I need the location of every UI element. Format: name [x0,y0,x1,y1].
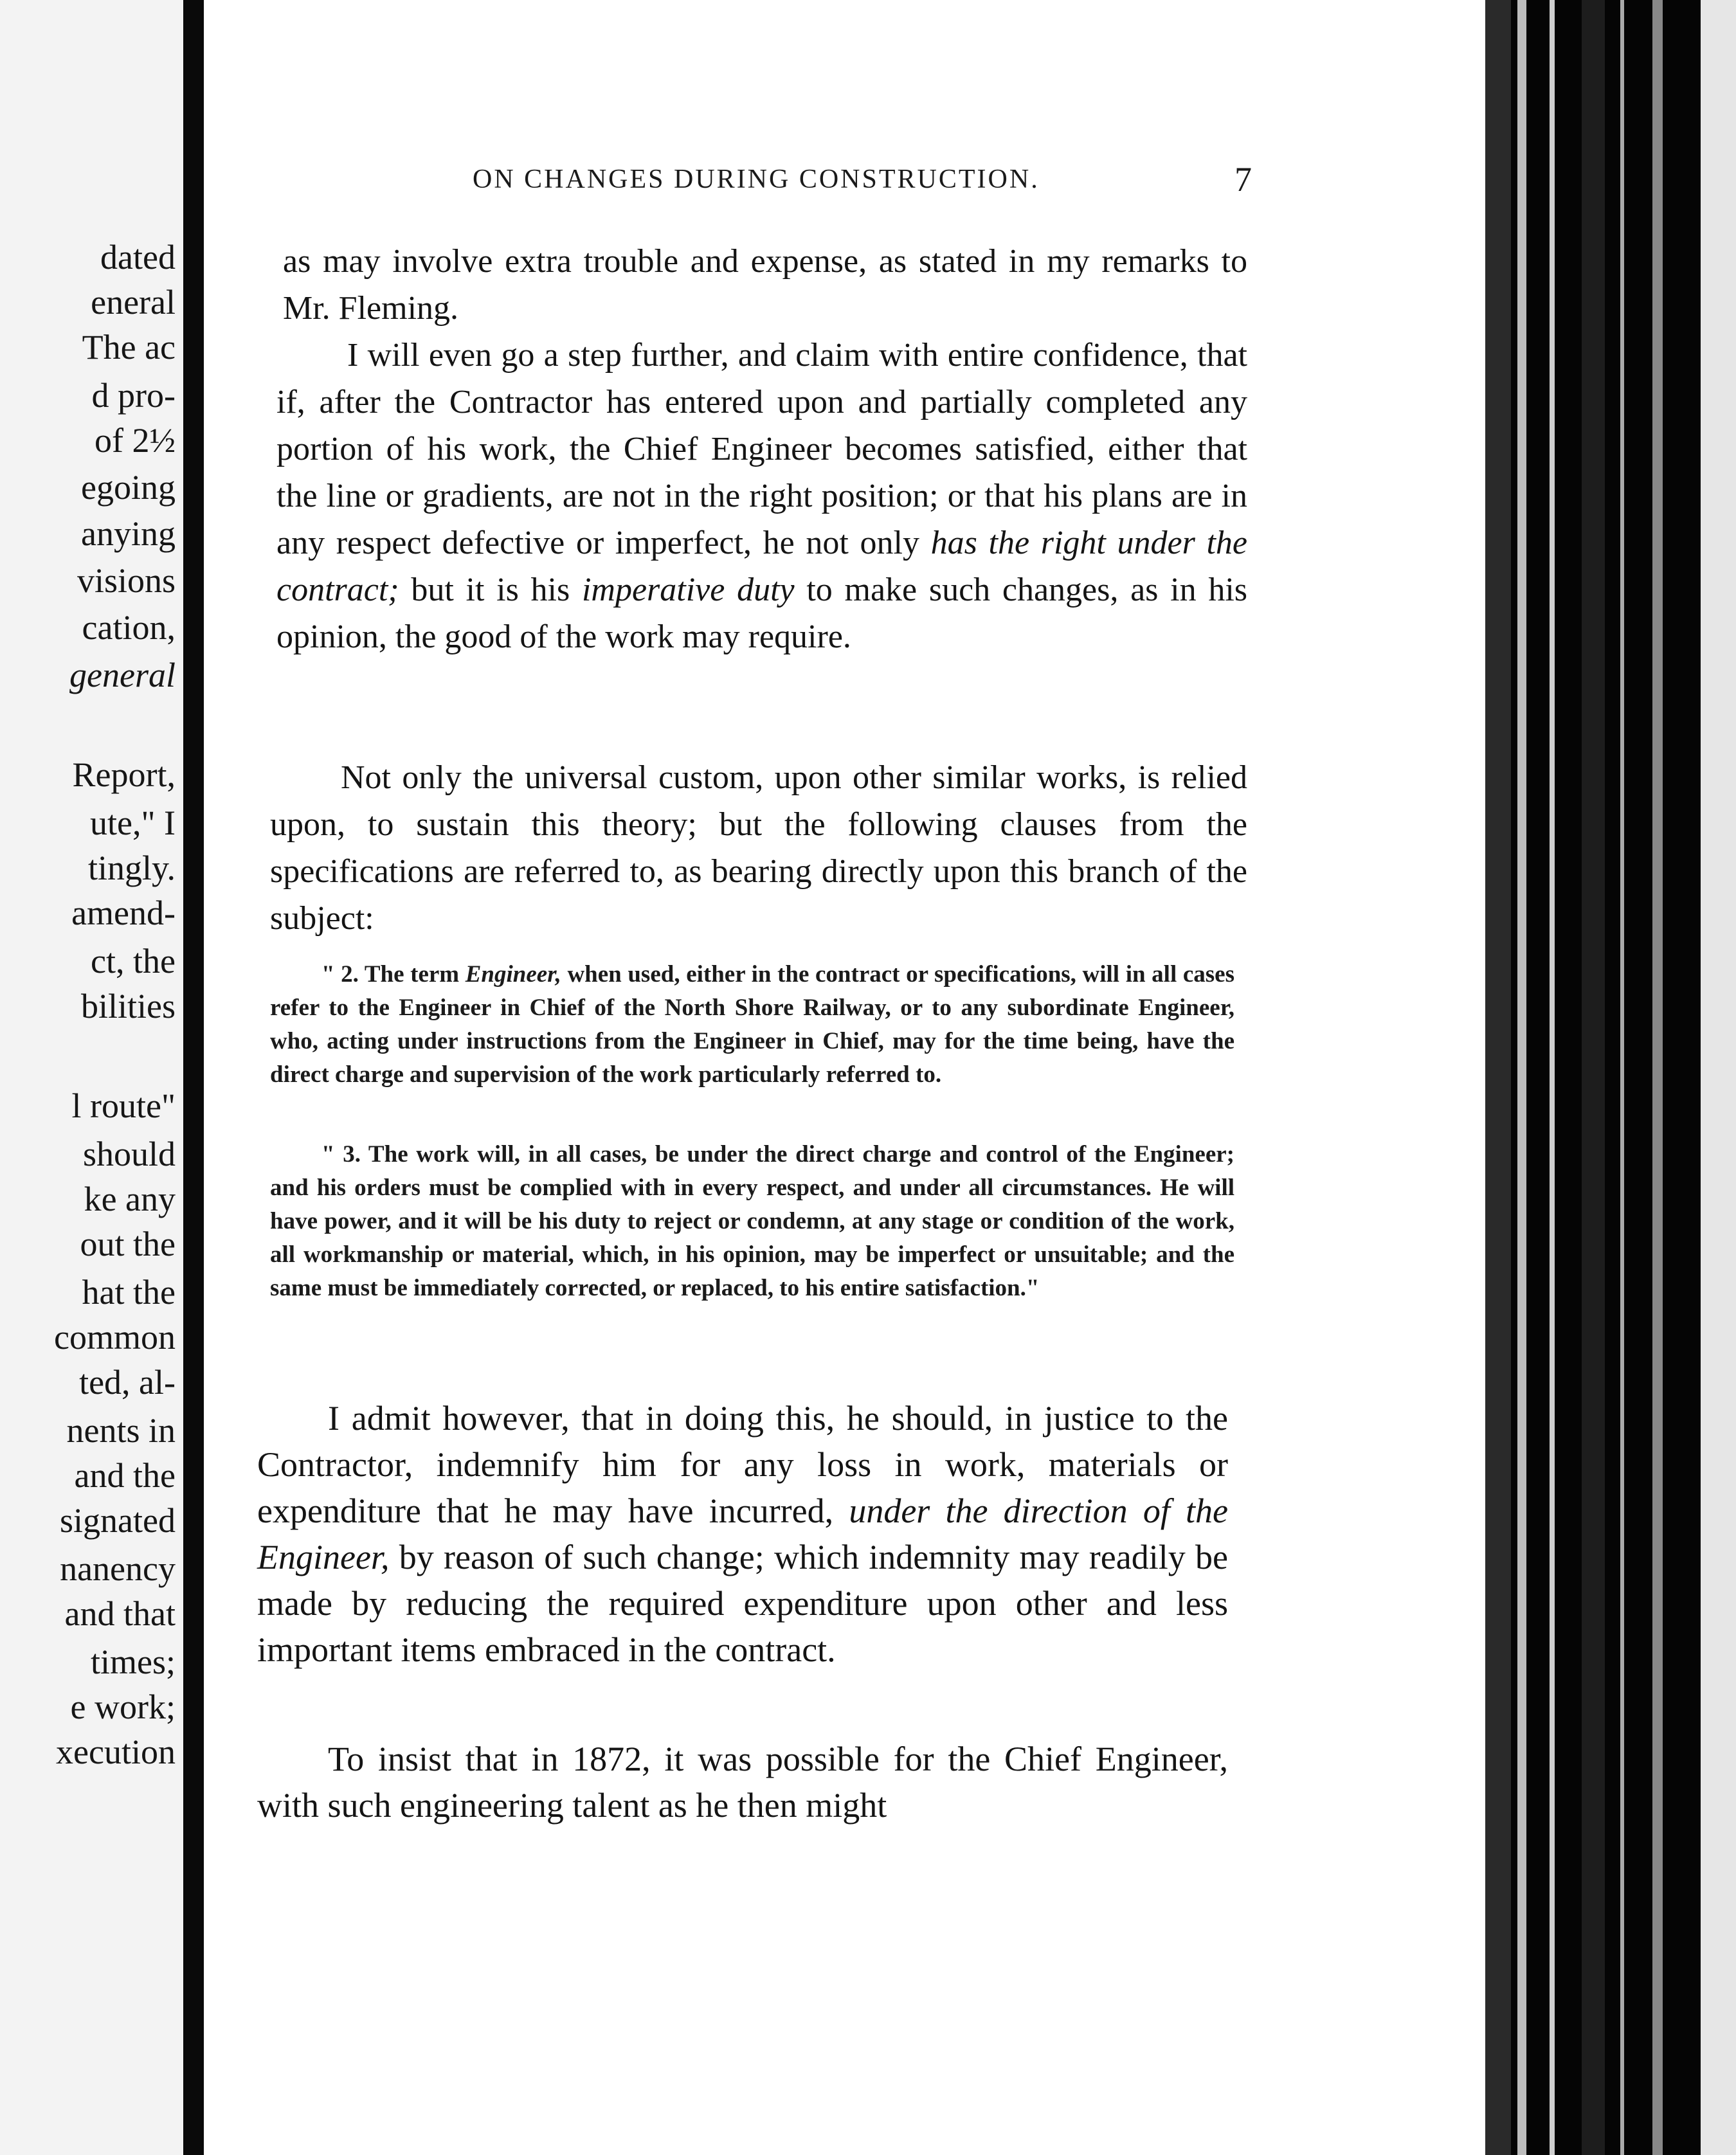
left-page-line: dated [100,238,176,276]
left-page-line: d pro- [91,376,176,415]
paragraph-4-tail: by reason of such change; which indemnity may readily be made by reducing the required expenditure upon other and less important items embraced in the contract. [257,1538,1228,1669]
page-edge [1582,0,1605,2155]
book-gutter [183,0,204,2155]
paragraph-5: To insist that in 1872, it was possible for the Chief Engineer, with such engineering talent as he then might [257,1740,1228,1825]
left-page-line: and the [74,1456,176,1495]
left-page-line: common [54,1318,176,1357]
left-page-line: l route" [71,1087,176,1125]
left-page-line: Report, [72,755,176,794]
paragraph-2-mid: but it is his [399,572,582,608]
quote-clause-2-emphasis: Engineer, [465,961,561,987]
left-page-line: visions [77,561,176,600]
page-edge [1517,0,1526,2155]
left-page-line: nanency [60,1549,176,1588]
paragraph-3: Not only the universal custom, upon other similar works, is relied upon, to sustain this theory; but the following clauses from the specifications are referred to, as bearing directly upon this branch of the subject: [270,759,1247,937]
paragraph-2 [276,332,1247,660]
left-page-line: cation, [82,608,176,647]
page-edge [1620,0,1624,2155]
left-page-line: out the [80,1225,176,1263]
quote-clause-2-tail: when used, either in the contract or specifications, will in all cases refer to the Engineer in Chief of the North Shore Railway, or to any subordinate Engineer, who, acting under instructions from the Engineer in Chief, may for the time being, have the direct charge and supervision of the work particularly referred to. [270,961,1234,1088]
left-page-line: amend- [71,894,176,932]
left-page-line: signated [60,1501,176,1540]
left-page-line: general [69,656,176,694]
left-page-line: should [82,1135,176,1173]
left-page-line: of 2½ [95,421,176,460]
running-header: ON CHANGES DURING CONSTRUCTION. [473,165,1040,194]
paragraph-2-emphasis-2: imperative duty [581,572,795,608]
paragraph-2-lead: I will even go a step further, and claim with entire confidence, that if, after the Contractor has entered upon and partially completed any portion of his work, the Chief Engineer becomes satisfied, either that the line or gradients, are not in the right position; or that his plans are in any respect defective or imperfect, he not only [276,337,1247,561]
left-page-line: ted, al- [79,1363,176,1402]
left-page-line: egoing [81,468,176,507]
left-page-line: e work; [70,1688,176,1726]
left-page-line: anying [81,514,176,553]
page-edge [1485,0,1511,2155]
page-edge [1701,0,1736,2155]
left-page-line: eneral [91,283,176,321]
quote-clause-2 [270,958,1234,1092]
left-page-line: ke any [84,1180,176,1218]
page-edge [1652,0,1663,2155]
paragraph-2-tail: to make such changes, as in his opinion, the good of the work may require. [276,572,1248,655]
left-page-line: ute," I [90,804,176,842]
quote-clause-3: " 3. The work will, in all cases, be under the direct charge and control of the Engineer; and his orders must be complied with in every respect, and under all circumstances. He will have power, and it will be his duty to reject or condemn, at any stage or condition of the work, all workmanship or material, which, in his opinion, may be imperfect or unsuitable; and the same must be immediately corrected, or replaced, to his entire satisfaction." [270,1141,1234,1301]
left-page-line: and that [64,1594,176,1633]
left-page-line: bilities [81,987,176,1025]
paragraph-4-lead: I admit however, that in doing this, he should, in justice to the Contractor, indemnify him for any loss in work, materials or expenditure that he may have incurred, [257,1399,1228,1530]
left-page-line: times; [91,1643,176,1681]
paragraph-4-emphasis: under the direction of the Engineer, [257,1492,1228,1576]
left-page-line: xecution [56,1733,176,1771]
left-page-margin [0,0,183,2155]
left-page-line: tingly. [87,849,176,887]
left-page-line: ct, the [91,942,176,980]
quote-clause-2-lead: " 2. The term [321,961,466,987]
page-edge [1550,0,1555,2155]
paragraph-1: as may involve extra trouble and expense, as stated in my remarks to Mr. Fleming. [283,243,1247,327]
paragraph-4 [257,1395,1228,1673]
left-page-line: nents in [66,1411,176,1450]
left-page-line: hat the [82,1273,176,1312]
page-edges [1485,0,1736,2155]
left-page-line: The ac [82,328,176,366]
page-number: 7 [1234,160,1252,199]
paragraph-2-emphasis-1: has the right under the contract; [276,525,1247,608]
